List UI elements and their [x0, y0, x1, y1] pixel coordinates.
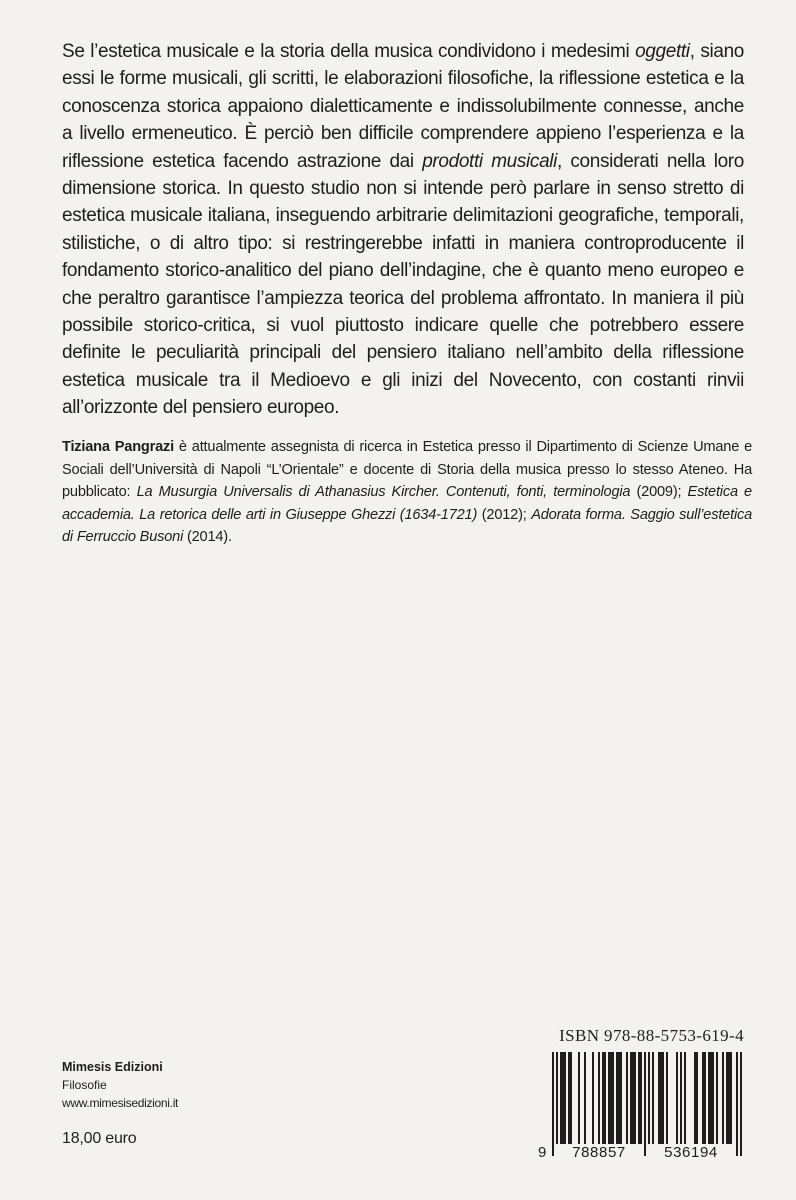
barcode-bar	[716, 1052, 718, 1144]
barcode-bar	[648, 1052, 650, 1156]
barcode	[538, 1048, 748, 1168]
barcode-digits-left: 788857	[556, 1144, 642, 1161]
barcode-bar	[568, 1052, 570, 1144]
bio-segment-italic-text: Adorata forma. Saggio sull’estetica di Ferruccio Busoni	[62, 506, 752, 546]
barcode-bar	[570, 1052, 572, 1144]
barcode-bar	[680, 1052, 682, 1144]
barcode-bar	[620, 1052, 622, 1144]
barcode-bar	[612, 1052, 614, 1144]
barcode-bar	[702, 1052, 704, 1144]
barcode-bar	[660, 1052, 662, 1144]
barcode-bar	[604, 1052, 606, 1144]
back-cover-blurb	[62, 38, 744, 422]
blurb-segment-text: , considerati nella loro dimensione storica. In questo studio non si intende però parlare in senso stretto di estetica musicale italiana, inseguendo arbitrarie delimitazioni geografiche, temporali, stilistiche, o di altro tipo: si restringerebbe infatti in maniera controproducente il fondamento storico-analitico del piano dell’indagine, che è quanto meno europeo e che peraltro garantisce l’ampiezza teorica del problema affrontato. In maniera il più possibile storico-critica, si vuol piuttosto indicare quelle che potrebbero essere definite le peculiarità principali del pensiero italiano nell’ambito della riflessione estetica musicale tra il Medioevo e gli inizi del Novecento, con costanti rinvii all’orizzonte del pensiero europeo.	[62, 150, 744, 419]
barcode-bar	[602, 1052, 604, 1144]
barcode-bar	[562, 1052, 564, 1144]
blurb-segment-text: Se l’estetica musicale e la storia della musica condividono i medesimi	[62, 41, 636, 62]
barcode-bar	[652, 1052, 654, 1144]
barcode-bar	[728, 1052, 730, 1144]
barcode-bar	[610, 1052, 612, 1144]
series-name: Filosofie	[62, 1078, 107, 1092]
bio-segment-italic-text: La Musurgia Universalis di Athanasius Kircher. Contenuti, fonti, terminologia	[136, 484, 631, 501]
bio-segment-text: (2009);	[630, 484, 688, 501]
barcode-bar	[592, 1052, 594, 1144]
barcode-bar	[616, 1052, 618, 1144]
barcode-bar	[608, 1052, 610, 1144]
barcode-bar	[626, 1052, 628, 1144]
barcode-bar	[694, 1052, 696, 1144]
barcode-bar	[730, 1052, 732, 1144]
publisher-info	[62, 1058, 178, 1112]
barcode-bar	[552, 1052, 554, 1156]
author-bio	[62, 436, 752, 549]
barcode-bar	[640, 1052, 642, 1144]
bio-segment-text: (2014).	[183, 529, 232, 546]
barcode-bar	[726, 1052, 728, 1144]
blurb-segment-text: , siano essi le forme musicali, gli scritti, le elaborazioni filosofiche, la riflessione estetica e la conoscenza storica appaiono dialetticamente e indissolubilmente connesse, anche a livello ermeneutico. È perciò ben difficile comprendere appieno l’esperienza e la riflessione estetica facendo astrazione dai	[62, 41, 745, 172]
barcode-bar	[556, 1052, 558, 1156]
publisher-url: www.mimesisedizioni.it	[62, 1096, 179, 1110]
isbn-label: ISBN 978-88-5753-619-4	[559, 1026, 744, 1045]
barcode-bar	[634, 1052, 636, 1144]
barcode-digits	[538, 1144, 748, 1166]
blurb-segment-italic-text: prodotti musicali	[422, 150, 558, 172]
barcode-digits-right: 536194	[646, 1144, 736, 1161]
publisher-name: Mimesis Edizioni	[62, 1060, 163, 1074]
barcode-bars	[538, 1052, 748, 1156]
barcode-bar	[598, 1052, 600, 1144]
barcode-bar	[578, 1052, 580, 1144]
barcode-bar	[630, 1052, 632, 1144]
barcode-bar	[658, 1052, 660, 1144]
barcode-digit-first: 9	[538, 1144, 547, 1161]
barcode-bar	[662, 1052, 664, 1144]
bio-segment-text: (2012);	[477, 506, 532, 523]
barcode-bar	[632, 1052, 634, 1144]
barcode-bar	[618, 1052, 620, 1144]
barcode-bar	[676, 1052, 678, 1144]
barcode-bar	[740, 1052, 742, 1156]
barcode-bar	[696, 1052, 698, 1144]
price: 18,00 euro	[62, 1130, 137, 1147]
barcode-bar	[584, 1052, 586, 1144]
barcode-bar	[684, 1052, 686, 1144]
barcode-bar	[666, 1052, 668, 1144]
barcode-bar	[638, 1052, 640, 1144]
blurb-segment-italic-text: oggetti	[635, 41, 690, 62]
barcode-bar	[736, 1052, 738, 1156]
barcode-bar	[722, 1052, 724, 1144]
bio-segment-author-name: Tiziana Pangrazi	[62, 439, 174, 455]
bio-segment-text: è attualmente assegnista di ricerca in Estetica presso il Dipartimento di Scienze Umane e Sociali dell’Università di Napoli “L’Orientale” e docente di Storia della musica presso lo stesso Ateneo. Ha pubblicato:	[62, 439, 752, 501]
barcode-bar	[712, 1052, 714, 1144]
barcode-bar	[708, 1052, 710, 1144]
barcode-bar	[644, 1052, 646, 1156]
isbn-block	[538, 1024, 748, 1168]
barcode-bar	[560, 1052, 562, 1144]
bio-segment-italic-text: Estetica e accademia. La retorica delle arti in Giuseppe Ghezzi (1634-1721)	[62, 484, 752, 523]
barcode-bar	[710, 1052, 712, 1144]
barcode-bar	[564, 1052, 566, 1144]
barcode-bar	[704, 1052, 706, 1144]
